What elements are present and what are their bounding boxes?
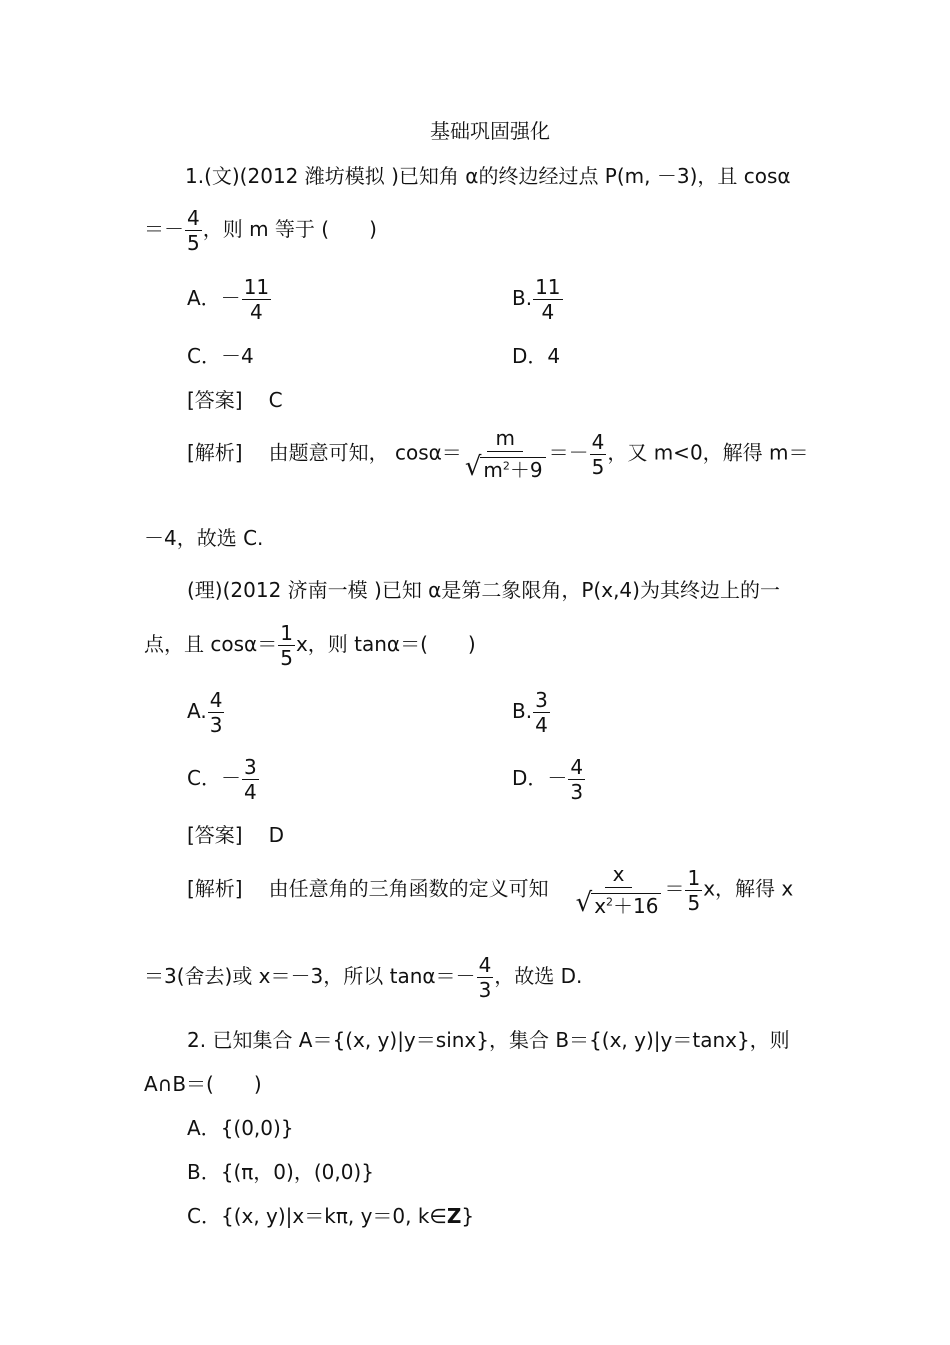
q1-stem-line2: [144, 208, 377, 253]
q1-answer: [187, 390, 283, 410]
analysis-fraction: [574, 864, 664, 916]
option-close-brace: }: [461, 1204, 475, 1228]
analysis-label: [解析]: [187, 440, 243, 465]
q1b-stem-line2: [144, 623, 476, 668]
answer-label: [答案]: [187, 823, 243, 847]
fraction-denominator: 4: [541, 300, 555, 324]
option-label: A.: [187, 699, 207, 723]
q1b-option-b: [512, 690, 551, 735]
analysis-fraction-2: [685, 865, 702, 915]
option-fraction: [208, 690, 225, 735]
option-label: A．－: [187, 286, 241, 310]
analysis-fraction: [463, 428, 548, 480]
fraction-numerator: m: [487, 428, 522, 452]
q1b-stem-suffix: x，则 tanα＝( ): [295, 632, 476, 656]
analysis-label: [解析]: [187, 876, 243, 901]
fraction-numerator: x: [605, 864, 633, 888]
fraction-numerator: 4: [187, 206, 200, 230]
analysis-line2-suffix: ，故选 D.: [494, 964, 583, 988]
fraction-numerator: 4: [209, 688, 223, 712]
answer-value: D: [268, 823, 285, 847]
q2-option-c: [187, 1206, 474, 1226]
q1-analysis-line2: －4，故选 C.: [144, 526, 264, 550]
analysis-fraction-2: [590, 429, 607, 479]
option-text: C．{(x, y)|x＝kπ, y＝0, k∈: [187, 1204, 447, 1228]
fraction-numerator: 11: [243, 275, 270, 299]
q2-option-a: A．{(0,0)}: [187, 1116, 294, 1140]
option-fraction: [242, 757, 259, 802]
q1b-option-a: [187, 690, 225, 735]
analysis-line2-fraction: [477, 955, 494, 1000]
q1-analysis: [187, 428, 809, 480]
fraction-denominator: [463, 452, 548, 480]
radicand-rest: ＋9: [509, 458, 543, 482]
fraction-numerator: 11: [535, 275, 561, 299]
sqrt: √ $x^2+16$: [576, 890, 662, 916]
q2-stem-line1: 2. 已知集合 A＝{(x, y)|y＝sinx}，集合 B＝{(x, y)|y＝tanx}，则: [187, 1028, 790, 1052]
option-fraction: [568, 757, 585, 802]
option-fraction: [533, 277, 562, 322]
q1-option-b: [512, 277, 564, 322]
option-label: C．－: [187, 766, 241, 790]
fraction-numerator: 4: [570, 755, 584, 779]
q1b-analysis: [187, 864, 793, 916]
q1b-answer: [187, 825, 284, 845]
option-fraction: [242, 277, 271, 322]
fraction-denominator: 5: [687, 890, 701, 915]
analysis-equals: ＝－: [548, 440, 589, 465]
q1b-option-d: [512, 757, 586, 802]
fraction-numerator: 3: [535, 688, 548, 712]
q2-stem-line2: A∩B＝( ): [144, 1072, 262, 1096]
option-fraction: [533, 690, 550, 735]
fraction-denominator: 4: [243, 780, 257, 804]
fraction-denominator: 3: [209, 713, 223, 737]
analysis-suffix: x，解得 x: [703, 876, 794, 901]
option-label: D．－: [512, 766, 568, 790]
analysis-text: 由任意角的三角函数的定义可知: [268, 876, 549, 901]
q1-option-c: C．－4: [187, 344, 254, 368]
fraction-numerator: 4: [478, 953, 492, 977]
q1-stem-suffix: ，则 m 等于 ( ): [202, 217, 377, 241]
radicand-var: x: [594, 894, 607, 918]
option-label: B.: [512, 699, 533, 723]
fraction-denominator: 5: [591, 454, 605, 479]
fraction-numerator: 4: [591, 429, 605, 454]
q1b-analysis-line2: [144, 955, 582, 1000]
analysis-equals: ＝: [664, 876, 685, 901]
radicand-exponent: 2: [502, 459, 510, 473]
q1-option-d: D．4: [512, 344, 561, 368]
q1-stem-line1: 1.(文)(2012 潍坊模拟 )已知角 α的终边经过点 P(m, －3)，且 cosα: [185, 164, 791, 188]
fraction-numerator: 1: [687, 865, 701, 890]
q1b-stem-prefix: 点，且 cosα＝: [144, 632, 278, 656]
analysis-text: 由题意可知， cosα＝: [268, 440, 462, 465]
sqrt: √ $m^2+9$: [465, 454, 546, 480]
radicand-rest: ＋16: [613, 894, 659, 918]
q1b-stem-line1: (理)(2012 济南一模 )已知 α是第二象限角，P(x,4)为其终边上的一: [187, 578, 780, 602]
fraction-denominator: 4: [250, 300, 263, 324]
fraction-denominator: 4: [535, 713, 548, 737]
q1-fraction: [185, 208, 202, 253]
page-title: 基础巩固强化: [430, 119, 550, 143]
q2-option-b: B．{(π，0)，(0,0)}: [187, 1160, 374, 1184]
answer-value: C: [268, 388, 283, 412]
q1b-fraction: [278, 623, 295, 668]
radicand-exponent: 2: [606, 895, 614, 909]
analysis-line2-prefix: ＝3(舍去)或 x＝－3，所以 tanα＝－: [144, 964, 476, 988]
fraction-denominator: 5: [280, 646, 293, 670]
q1b-option-c: [187, 757, 260, 802]
q1-stem-prefix: ＝－: [144, 217, 184, 241]
answer-label: [答案]: [187, 388, 243, 412]
integer-set-symbol: Z: [446, 1204, 462, 1228]
fraction-numerator: 3: [243, 755, 257, 779]
fraction-denominator: 3: [570, 780, 584, 804]
q1-option-a: [187, 277, 272, 322]
radicand-var: m: [483, 458, 503, 482]
fraction-denominator: 5: [187, 231, 200, 255]
option-label: B.: [512, 286, 533, 310]
fraction-denominator: 3: [478, 978, 492, 1002]
fraction-denominator: [574, 888, 664, 916]
fraction-numerator: 1: [280, 621, 293, 645]
analysis-suffix: ，又 m<0，解得 m＝: [607, 440, 809, 465]
